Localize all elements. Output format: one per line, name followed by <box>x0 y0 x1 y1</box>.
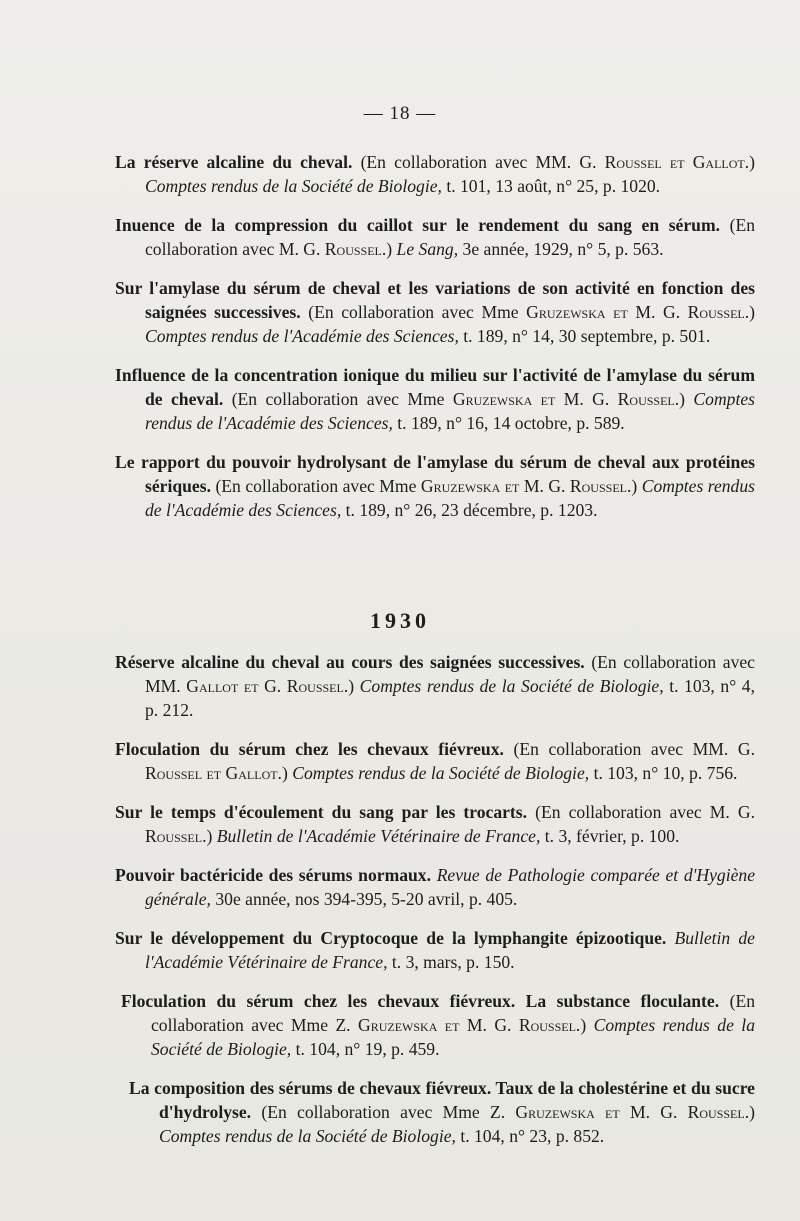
entry-title: Sur l'amylase du sérum de cheval et les variations de son activité en fonction des saignées successives. <box>115 278 755 322</box>
entry-collaboration: (En collaboration avec MM. <box>145 652 755 696</box>
entry-details: t. 3, février, p. 100. <box>544 826 680 846</box>
entry-journal: Comptes rendus de la Société de Biologie, <box>292 763 590 783</box>
entry-details: 3e année, 1929, n° 5, p. 563. <box>462 239 664 259</box>
entry-title: Réserve alcaline du cheval au cours des saignées successives. <box>115 652 585 672</box>
entry-collaborators: Gruzewska et M. G. Roussel.) <box>515 1102 755 1122</box>
entry-collaboration: (En collaboration avec M. G. <box>145 215 755 259</box>
entry-journal: Comptes rendus de la Société de Biologie, <box>151 1015 755 1059</box>
entry-details: t. 101, 13 août, n° 25, p. 1020. <box>446 176 661 196</box>
entry-collaborators: Gruzewska et M. G. Roussel.) <box>420 476 638 496</box>
entry-title: Floculation du sérum chez les chevaux fiévreux. <box>115 739 504 759</box>
entry-details: 30e année, nos 394-395, 5-20 avril, p. 405. <box>215 889 518 909</box>
entry-title: Le rapport du pouvoir hydrolysant de l'amylase du sérum de cheval aux protéines sériques. <box>115 452 755 496</box>
bibliography-entry <box>115 800 755 848</box>
entry-journal: Comptes rendus de la Société de Biologie, <box>159 1126 456 1146</box>
entry-journal: Comptes rendus de l'Académie des Sciences, <box>145 476 755 520</box>
bibliography-entry <box>115 276 755 348</box>
entry-title: La composition des sérums de chevaux fiévreux. Taux de la cholestérine et du sucre d'hydrolyse. <box>129 1078 755 1122</box>
entry-collaboration: (En collaboration avec Mme <box>215 476 421 496</box>
entry-collaboration: (En collaboration avec MM. G. <box>513 739 755 759</box>
entry-title: Sur le temps d'écoulement du sang par les trocarts. <box>115 802 528 822</box>
entry-details: t. 189, n° 14, 30 septembre, p. 501. <box>463 326 711 346</box>
entry-journal: Comptes rendus de l'Académie des Sciences, <box>145 389 755 433</box>
entry-journal: Bulletin de l'Académie Vétérinaire de France, <box>145 928 755 972</box>
entry-collaborators: Gruzewska et M. G. Roussel.) <box>452 389 686 409</box>
entry-title: Influence de la concentration ionique du milieu sur l'activité de l'amylase du sérum de cheval. <box>115 365 755 409</box>
entry-journal: Comptes rendus de la Société de Biologie, <box>359 676 664 696</box>
entry-title: Floculation du sérum chez les chevaux fiévreux. La substance floculante. <box>121 991 720 1011</box>
bibliography-entry <box>115 363 755 435</box>
entry-collaboration: (En collaboration avec Mme Z. <box>261 1102 516 1122</box>
entry-title: La réserve alcaline du cheval. <box>115 152 353 172</box>
entry-details: t. 3, mars, p. 150. <box>391 952 515 972</box>
entry-collaboration: (En collaboration avec MM. G. <box>360 152 605 172</box>
entry-details: t. 189, n° 26, 23 décembre, p. 1203. <box>345 500 598 520</box>
bibliography-entry <box>115 926 755 974</box>
entry-collaboration: (En collaboration avec M. G. <box>535 802 755 822</box>
entry-title: Inuence de la compression du caillot sur le rendement du sang en sérum. <box>115 215 721 235</box>
page-number: — 18 — <box>363 103 437 124</box>
bibliography-entry <box>121 989 755 1061</box>
bibliography-entry <box>115 450 755 522</box>
entry-details: t. 104, n° 23, p. 852. <box>460 1126 605 1146</box>
entry-details: t. 103, n° 4, p. 212. <box>145 676 755 720</box>
entry-journal: Comptes rendus de la Société de Biologie, <box>145 176 442 196</box>
entry-collaborators: Roussel.) <box>145 826 213 846</box>
bibliography-entry <box>115 863 755 911</box>
entry-collaborators: Roussel et Gallot.) <box>145 763 288 783</box>
bibliography-entry <box>115 650 755 722</box>
entry-collaborators: Gallot et G. Roussel.) <box>186 676 355 696</box>
entry-journal: Revue de Pathologie comparée et d'Hygiène générale, <box>145 865 756 909</box>
bibliography-entry <box>115 150 755 198</box>
entry-title: Pouvoir bactéricide des sérums normaux. <box>115 865 432 885</box>
entry-journal: Comptes rendus de l'Académie des Sciences, <box>145 326 459 346</box>
bibliography-list-1930 <box>115 650 755 1163</box>
entry-title: Sur le développement du Cryptocoque de la lymphangite épizootique. <box>115 928 667 948</box>
entry-collaborators: Gruzewska et M. G. Roussel.) <box>358 1015 587 1035</box>
entry-journal: Bulletin de l'Académie Vétérinaire de France, <box>216 826 541 846</box>
entry-details: t. 104, n° 19, p. 459. <box>295 1039 440 1059</box>
year-heading: 1930 <box>370 608 430 633</box>
entry-collaborators: Roussel et Gallot.) <box>604 152 756 172</box>
bibliography-list-1929 <box>115 150 755 537</box>
entry-collaborators: Gruzewska et M. G. Roussel.) <box>526 302 756 322</box>
entry-details: t. 103, n° 10, p. 756. <box>593 763 738 783</box>
entry-collaboration: (En collaboration avec Mme Z. <box>151 991 756 1035</box>
entry-collaboration: (En collaboration avec Mme <box>231 389 453 409</box>
bibliography-entry <box>115 213 755 261</box>
bibliography-entry <box>115 737 755 785</box>
entry-details: t. 189, n° 16, 14 octobre, p. 589. <box>397 413 625 433</box>
entry-journal: Le Sang, <box>396 239 459 259</box>
bibliography-entry <box>129 1076 755 1148</box>
entry-collaboration: (En collaboration avec Mme <box>308 302 527 322</box>
entry-collaborators: Roussel.) <box>324 239 393 259</box>
